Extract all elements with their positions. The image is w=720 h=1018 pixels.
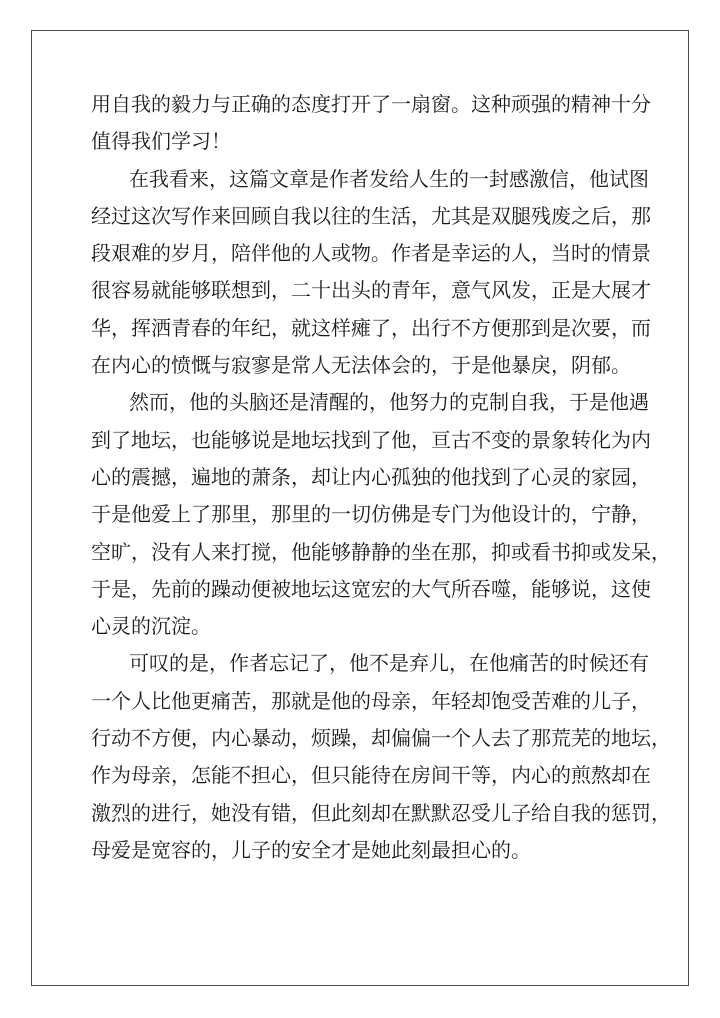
paragraph-line: 心灵的沉淀。 xyxy=(91,614,211,639)
paragraph-3 xyxy=(91,384,671,645)
paragraph-line: 母爱是宽容的，儿子的安全才是她此刻最担心的。 xyxy=(91,837,531,862)
paragraph-line: 作为母亲，怎能不担心，但只能待在房间干等，内心的煎熬却在 xyxy=(91,763,651,788)
paragraph-line: 于是他爱上了那里，那里的一切仿佛是专门为他设计的，宁静， xyxy=(91,502,651,527)
paragraph-line: 到了地坛，也能够说是地坛找到了他，亘古不变的景象转化为内 xyxy=(91,427,651,452)
paragraph-2 xyxy=(91,161,651,385)
paragraph-line: 很容易就能够联想到，二十出头的青年，意气风发，正是大展才 xyxy=(91,278,651,303)
paragraph-line: 段艰难的岁月，陪伴他的人或物。作者是幸运的人，当时的情景 xyxy=(91,241,651,266)
paragraph-4 xyxy=(91,645,671,869)
paragraph-line: 行动不方便，内心暴动，烦躁，却偏偏一个人去了那荒芜的地坛， xyxy=(91,726,671,751)
paragraph-line: 用自我的毅力与正确的态度打开了一扇窗。这种顽强的精神十分 xyxy=(91,92,651,116)
paragraph-line: 一个人比他更痛苦，那就是他的母亲，年轻却饱受苦难的儿子， xyxy=(91,688,651,713)
paragraph-line: 经过这次写作来回顾自我以往的生活，尤其是双腿残废之后，那 xyxy=(91,203,651,228)
paragraph-line: 空旷，没有人来打搅，他能够静静的坐在那，抑或看书抑或发呆， xyxy=(91,539,671,564)
paragraph-line: 心的震撼，遍地的萧条，却让内心孤独的他找到了心灵的家园， xyxy=(91,464,651,489)
document-body xyxy=(91,86,671,869)
paragraph-1 xyxy=(91,86,651,161)
paragraph-line: 激烈的进行，她没有错，但此刻却在默默忍受儿子给自我的惩罚， xyxy=(91,800,671,825)
paragraph-line: 华，挥洒青春的年纪，就这样瘫了，出行不方便那到是次要，而 xyxy=(91,315,651,340)
paragraph-line: 在我看来，这篇文章是作者发给人生的一封感激信，他试图 xyxy=(129,166,649,191)
paragraph-line: 然而，他的头脑还是清醒的，他努力的克制自我，于是他遇 xyxy=(129,390,649,415)
paragraph-line: 于是，先前的躁动便被地坛这宽宏的大气所吞噬，能够说，这使 xyxy=(91,576,651,601)
paragraph-line: 值得我们学习！ xyxy=(91,129,231,154)
paragraph-line: 在内心的愤慨与寂寥是常人无法体会的，于是他暴戾，阴郁。 xyxy=(91,353,631,378)
paragraph-line: 可叹的是，作者忘记了，他不是弃儿，在他痛苦的时候还有 xyxy=(129,651,649,676)
